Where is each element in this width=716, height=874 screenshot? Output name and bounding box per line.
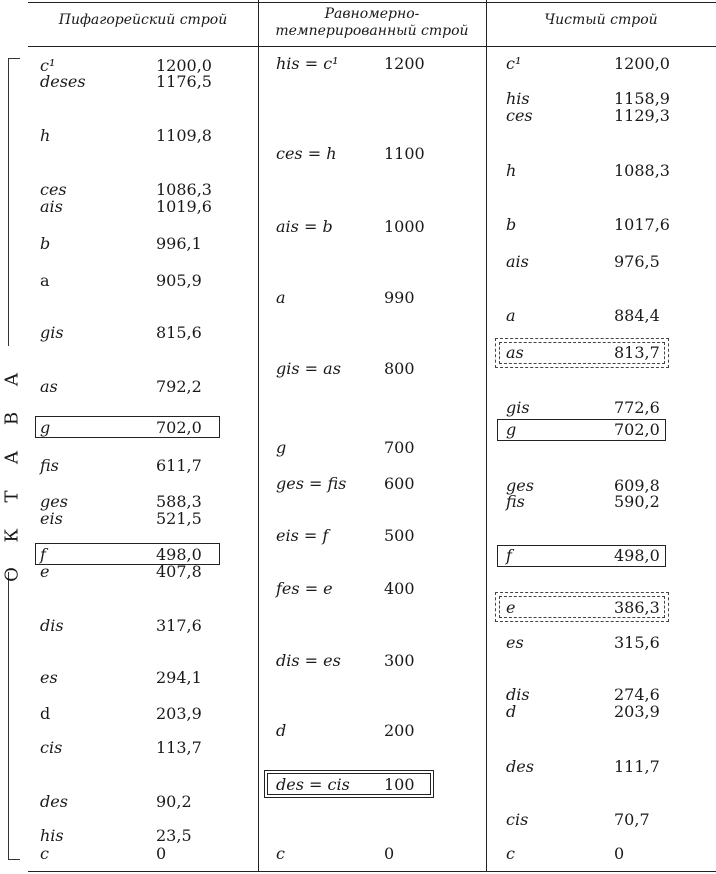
pythagorean-note: ais [40,197,63,216]
pythagorean-value: 792,2 [156,377,202,396]
octave-bracket-top [8,58,9,346]
octave-letter: К [1,528,23,543]
equal-value: 100 [384,775,415,794]
equal-value: 800 [384,359,415,378]
header-just [486,12,716,29]
equal-note: fes = e [276,579,333,598]
equal-note: ges = fis [276,474,347,493]
pythagorean-value: 1019,6 [156,197,212,216]
just-note: ces [506,106,533,125]
header-pythagorean-label: Пифагорейский строй [58,12,228,28]
octave-letter: Т [1,490,23,503]
just-value: 702,0 [614,420,660,439]
pythagorean-value: 113,7 [156,738,202,757]
pythagorean-value: 702,0 [156,418,202,437]
pythagorean-note: b [40,234,51,253]
pythagorean-value: 0 [156,844,167,863]
pythagorean-value: 1176,5 [156,72,212,91]
pythagorean-note: g [40,418,51,437]
just-value: 498,0 [614,546,660,565]
pythagorean-note: dis [40,616,64,635]
just-note: ais [506,252,529,271]
just-value: 976,5 [614,252,660,271]
pythagorean-value: 23,5 [156,826,192,845]
pythagorean-value: 1086,3 [156,180,212,199]
just-value: 386,3 [614,598,660,617]
equal-note: his = c¹ [276,54,339,73]
octave-bracket-bottom [8,572,9,860]
octave-letter: А [1,372,23,387]
just-note: his [506,89,530,108]
just-value: 315,6 [614,633,660,652]
just-note: dis [506,685,530,704]
just-value: 70,7 [614,810,650,829]
pythagorean-note: ces [40,180,67,199]
pythagorean-value: 815,6 [156,323,202,342]
pythagorean-note: f [40,545,46,564]
header-just-label: Чистый строй [544,12,658,28]
just-note: gis [506,398,530,417]
equal-value: 1000 [384,217,425,236]
equal-value: 500 [384,526,415,545]
pythagorean-note: deses [40,72,86,91]
pythagorean-value: 1109,8 [156,126,212,145]
just-value: 1017,6 [614,215,670,234]
equal-value: 700 [384,438,415,457]
equal-value: 990 [384,288,415,307]
equal-note: c [276,844,285,863]
pythagorean-value: 521,5 [156,509,202,528]
pythagorean-note: c [40,844,49,863]
header-pythagorean [28,12,258,29]
pythagorean-value: 996,1 [156,234,202,253]
just-note: as [506,343,524,362]
table-top-rule [28,2,716,3]
just-note: c¹ [506,54,522,73]
just-note: c [506,844,515,863]
just-note: b [506,215,517,234]
pythagorean-value: 407,8 [156,562,202,581]
equal-value: 300 [384,651,415,670]
pythagorean-value: 90,2 [156,792,192,811]
equal-value: 200 [384,721,415,740]
equal-note: des = cis [276,775,350,794]
just-note: fis [506,492,525,511]
equal-note: g [276,438,287,457]
octave-letter: А [1,450,23,465]
equal-note: gis = as [276,359,341,378]
just-value: 203,9 [614,702,660,721]
just-value: 111,7 [614,757,660,776]
equal-note: ais = b [276,217,333,236]
pythagorean-note: des [40,792,68,811]
pythagorean-value: 294,1 [156,668,202,687]
just-note: f [506,546,512,565]
pythagorean-value: 1200,0 [156,56,212,75]
pythagorean-note: ges [40,492,68,511]
header-equal-line1: Равномерно- [324,6,420,22]
just-value: 0 [614,844,625,863]
pythagorean-note: es [40,668,58,687]
equal-note: d [276,721,287,740]
just-value: 1088,3 [614,161,670,180]
equal-value: 1200 [384,54,425,73]
header-equal-line2: темперированный строй [275,23,469,39]
pythagorean-value: 498,0 [156,545,202,564]
pythagorean-note: eis [40,509,63,528]
just-note: a [506,306,516,325]
pythagorean-value: 611,7 [156,456,202,475]
octave-letter: О [1,567,23,582]
equal-value: 1100 [384,144,425,163]
octave-letter: В [1,411,23,426]
pythagorean-note: e [40,562,50,581]
octave-bracket-bottom-tick [8,859,20,860]
pythagorean-note: a [40,271,50,290]
equal-note: eis = f [276,526,329,545]
equal-value: 400 [384,579,415,598]
pythagorean-note: d [40,704,51,723]
column-divider-2 [486,0,487,872]
just-note: cis [506,810,529,829]
pythagorean-value: 905,9 [156,271,202,290]
just-note: e [506,598,516,617]
pythagorean-note: fis [40,456,59,475]
just-value: 772,6 [614,398,660,417]
just-value: 813,7 [614,343,660,362]
equal-value: 0 [384,844,395,863]
just-value: 1129,3 [614,106,670,125]
equal-note: dis = es [276,651,341,670]
pythagorean-note: cis [40,738,63,757]
just-value: 590,2 [614,492,660,511]
just-value: 274,6 [614,685,660,704]
just-note: g [506,420,517,439]
just-note: es [506,633,524,652]
pythagorean-note: h [40,126,51,145]
equal-note: a [276,288,286,307]
pythagorean-value: 317,6 [156,616,202,635]
equal-value: 600 [384,474,415,493]
just-value: 884,4 [614,306,660,325]
just-value: 1200,0 [614,54,670,73]
equal-note: ces = h [276,144,337,163]
just-note: des [506,757,534,776]
pythagorean-note: his [40,826,64,845]
just-value: 1158,9 [614,89,670,108]
header-equal [258,6,486,40]
pythagorean-note: as [40,377,58,396]
pythagorean-note: gis [40,323,64,342]
header-bottom-rule [28,46,716,47]
just-note: ges [506,476,534,495]
pythagorean-value: 203,9 [156,704,202,723]
just-note: d [506,702,517,721]
octave-bracket-top-tick [8,58,20,59]
just-value: 609,8 [614,476,660,495]
octave-label [2,360,22,594]
column-divider-1 [258,0,259,872]
pythagorean-value: 588,3 [156,492,202,511]
pythagorean-note: c¹ [40,56,56,75]
just-note: h [506,161,517,180]
table-bottom-rule [28,871,716,872]
